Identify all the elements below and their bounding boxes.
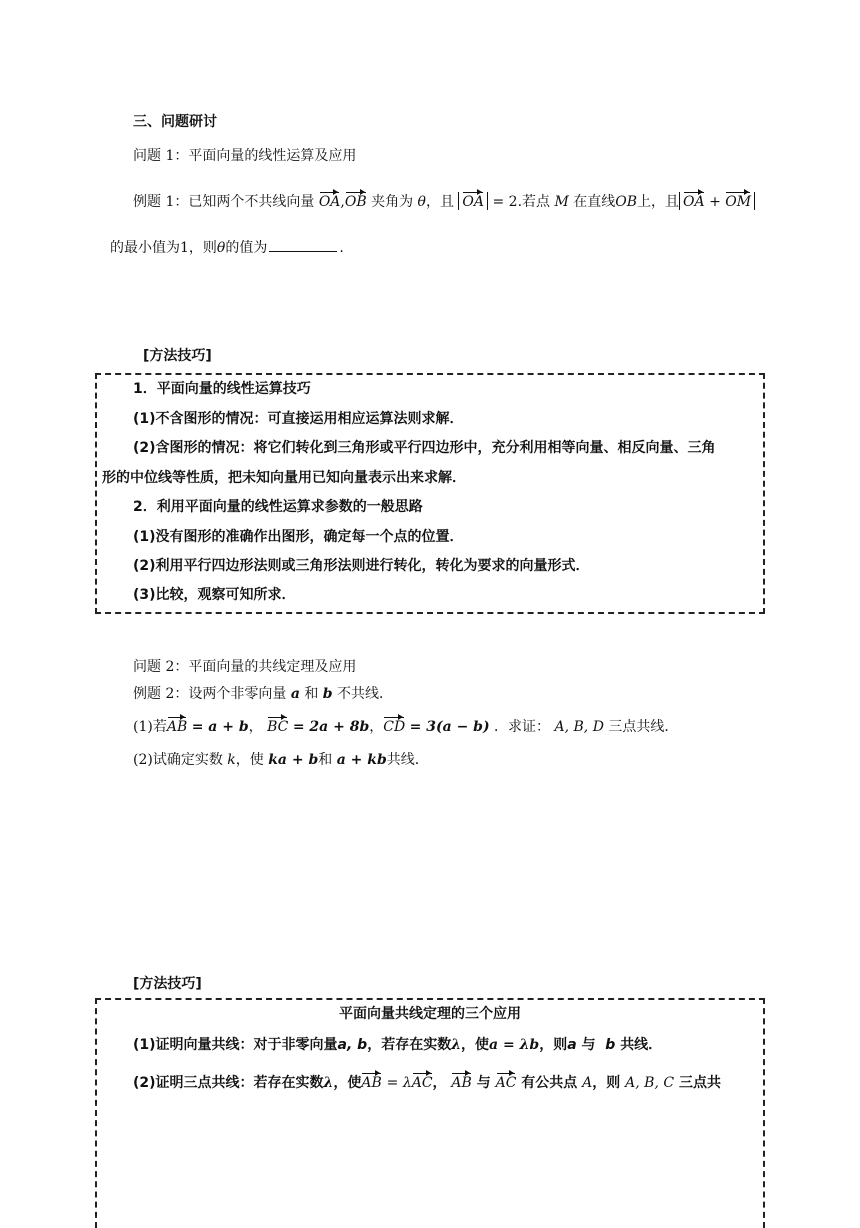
- noncollinear-text: 不共线．: [337, 686, 394, 702]
- question-1: [133, 716, 678, 736]
- vector-b-2: b: [605, 1037, 616, 1053]
- tips2-l2-e: ，则: [592, 1075, 621, 1091]
- tips2-l1-f: 共线．: [620, 1037, 663, 1053]
- eq-lambda: = λ: [386, 1075, 412, 1091]
- eq-bc: = 2a + 8b: [292, 719, 370, 735]
- vector-ab: AB: [166, 719, 188, 735]
- tips1-line-5: 2．利用平面向量的线性运算求参数的一般思路: [133, 499, 423, 515]
- sep-2: ，: [369, 719, 384, 735]
- question-2: [133, 749, 429, 769]
- lambda-symbol: λ: [451, 1037, 462, 1053]
- q1-prefix: (1)若: [133, 719, 167, 735]
- tips2-l1-e: 与: [581, 1037, 596, 1053]
- expr-a-plus-kb: a + kb: [336, 752, 387, 768]
- vector-oa-sum: OA: [683, 194, 705, 210]
- q2-end: 共线．: [386, 752, 429, 768]
- tips2-box-title: 平面向量共线定理的三个应用: [339, 1006, 521, 1022]
- q2-and: 和: [318, 752, 333, 768]
- vector-a: a: [290, 686, 300, 702]
- vector-ab-2: AB: [361, 1075, 382, 1091]
- tips2-l2-d: 有公共点: [521, 1075, 578, 1091]
- point-m: M: [554, 194, 569, 210]
- tips2-l2-a: (2)证明三点共线：若存在实数: [133, 1075, 324, 1091]
- tips2-l1-a: (1)证明向量共线：对于非零向量: [133, 1037, 338, 1053]
- tips1-line-4: 形的中位线等性质，把未知向量用已知向量表示出来求解．: [102, 470, 466, 486]
- vector-ob: OB: [344, 194, 367, 210]
- vector-om: OM: [725, 194, 752, 210]
- collinear-text: 三点共线．: [608, 719, 679, 735]
- tips1-line-2: (1)不含图形的情况：可直接运用相应运算法则求解．: [133, 411, 464, 427]
- tips1-line-7: (2)利用平行四边形法则或三角形法则进行转化，转化为要求的向量形式．: [133, 558, 590, 574]
- example2-label: 例题 2：设两个非零向量: [133, 686, 287, 702]
- example1-line2: [110, 237, 344, 257]
- theta-symbol-2: θ: [216, 240, 226, 256]
- tips1-line-6: (1)没有图形的准确作出图形，确定每一个点的位置．: [133, 529, 464, 545]
- angle-text: 夹角为: [371, 194, 414, 210]
- answer-blank[interactable]: [269, 251, 337, 252]
- vector-cd: CD: [383, 719, 406, 735]
- q2-mid: ，使: [235, 752, 264, 768]
- points-abc: A, B, C: [625, 1075, 675, 1091]
- line-ob: OB: [615, 194, 638, 210]
- then-text: ，则: [188, 240, 217, 256]
- on-line-text: 在直线: [573, 194, 616, 210]
- tips2-l2-f: 三点共: [678, 1075, 721, 1091]
- abs-oa-plus-om: [679, 192, 755, 210]
- tips2-l1-d: ，则: [539, 1037, 568, 1053]
- tips1-label: [方法技巧]: [143, 348, 212, 364]
- theta-symbol: θ: [417, 194, 426, 210]
- tips2-box: [95, 998, 765, 1228]
- expr-ka-plus-b: ka + b: [268, 752, 319, 768]
- period: .: [339, 240, 344, 256]
- prove-text: ．求证：: [494, 719, 551, 735]
- example2-line1: [133, 683, 393, 703]
- tips2-line-1: [133, 1034, 662, 1054]
- tips1-line-8: (3)比较，观察可知所求．: [133, 587, 296, 603]
- abs-oa: [458, 192, 488, 210]
- and-text: ，且: [425, 194, 454, 210]
- point-text: .若点: [517, 194, 551, 210]
- vectors-a-b: a, b: [337, 1037, 368, 1053]
- tips2-l2-c: ，: [432, 1075, 447, 1091]
- points-abd: A, B, D: [554, 719, 604, 735]
- eq-a-lambda-b: a = λb: [489, 1037, 540, 1053]
- tips1-line-3: (2)含图形的情况：将它们转化到三角形或平行四边形中，充分利用相等向量、相反向量、三角: [133, 440, 716, 456]
- sep-1: ，: [248, 719, 263, 735]
- real-k: k: [227, 752, 236, 768]
- point-a: A: [582, 1075, 593, 1091]
- section-heading: 三、问题研讨: [133, 114, 217, 130]
- problem1-title: 问题 1：平面向量的线性运算及应用: [133, 148, 357, 164]
- tips2-l1-c: ，使: [461, 1037, 490, 1053]
- and-text: 和: [304, 686, 319, 702]
- on-and-text: 上，且: [637, 194, 680, 210]
- value-of-text: 的值为: [225, 240, 268, 256]
- vector-a-2: a: [567, 1037, 577, 1053]
- eq-cd: = 3(a − b): [409, 719, 490, 735]
- comma: ,: [340, 194, 345, 210]
- eq-ab: = a + b: [191, 719, 249, 735]
- value-one: 1: [180, 240, 189, 256]
- vector-bc: BC: [267, 719, 289, 735]
- tips2-l1-b: ，若存在实数: [367, 1037, 452, 1053]
- vector-oa: OA: [318, 194, 341, 210]
- lambda-symbol-2: λ: [323, 1075, 334, 1091]
- equals-two: = 2: [492, 194, 518, 210]
- vector-ac-2: AC: [495, 1075, 517, 1091]
- tips2-l2-with: 与: [476, 1075, 491, 1091]
- example1-line1: [133, 191, 755, 211]
- plus-sign: +: [709, 194, 721, 210]
- tips2-l2-b: ，使: [333, 1075, 362, 1091]
- tips2-label: [方法技巧]: [133, 976, 202, 992]
- vector-b: b: [322, 686, 333, 702]
- vector-ab-3: AB: [451, 1075, 472, 1091]
- tips1-line-1: 1．平面向量的线性运算技巧: [133, 381, 311, 397]
- min-value-text: 的最小值为: [110, 240, 180, 256]
- problem2-title: 问题 2：平面向量的共线定理及应用: [133, 659, 357, 675]
- vector-ac: AC: [411, 1075, 433, 1091]
- q2-prefix: (2)试确定实数: [133, 752, 223, 768]
- vector-oa-abs: OA: [462, 194, 485, 210]
- tips2-line-2: [133, 1072, 721, 1092]
- example1-label: 例题 1：已知两个不共线向量: [133, 194, 315, 210]
